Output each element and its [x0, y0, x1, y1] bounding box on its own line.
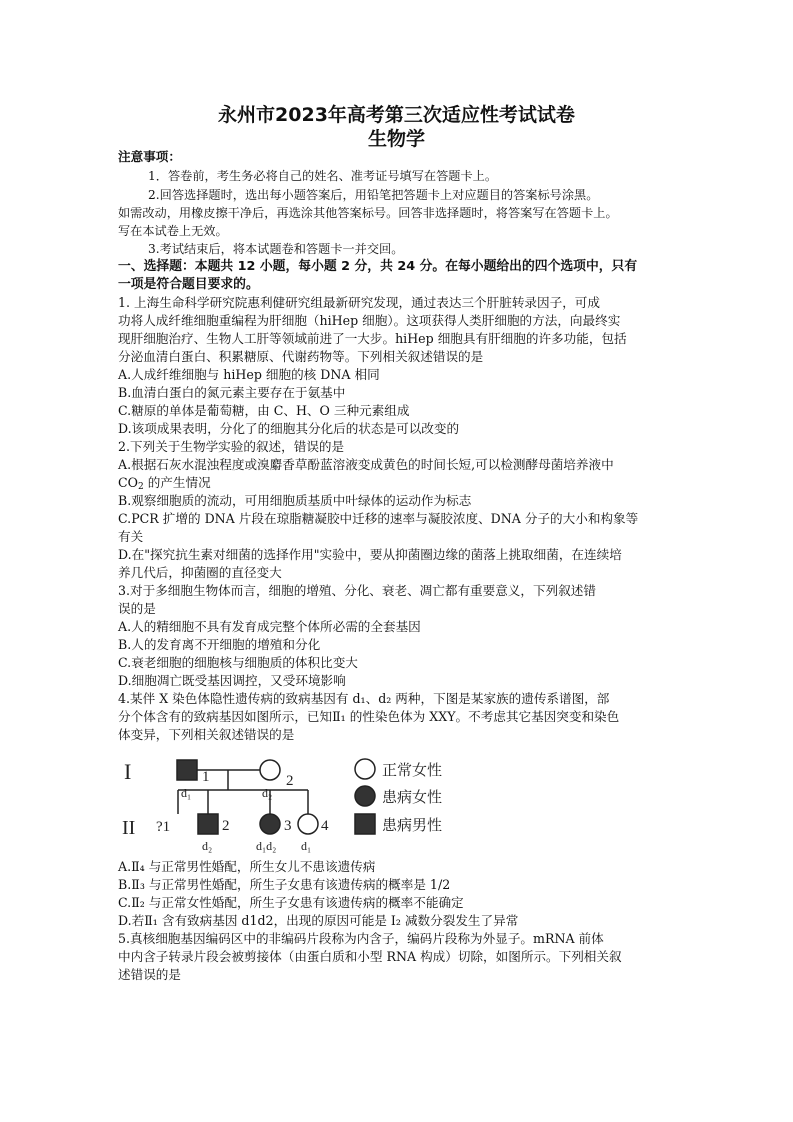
q2-option-a: A.根据石灰水混浊程度或溴麝香草酚蓝溶液变成黄色的时间长短,可以检测酵母菌培养液中 [118, 457, 614, 472]
notice-item-2-cont: 如需改动，用橡皮擦干净后，再选涂其他答案标号。回答非选择题时，将答案写在答题卡上。 [118, 206, 618, 220]
legend-normal-female-icon [355, 759, 375, 779]
genotype-ii4: d₁ [301, 839, 312, 853]
q1-stem: 1. 上海生命科学研究院惠利健研究组最新研究发现，通过表达三个肝脏转录因子，可成 [118, 295, 600, 310]
q2-option-a-cont [118, 475, 211, 495]
q1-option-c: C.糖原的单体是葡萄糖，由 C、H、O 三种元素组成 [118, 403, 410, 418]
genotype-i2: d₂ [262, 786, 273, 800]
genotype-i1: d₁ [181, 786, 192, 800]
notice-heading: 注意事项： [118, 149, 181, 164]
generation-label-1: I [124, 759, 132, 784]
q2-option-a-rest: 的产生情况 [143, 475, 211, 490]
q3-option-d: D.细胞凋亡既受基因调控，又受环境影响 [118, 673, 346, 688]
q1-option-a: A.人成纤维细胞与 hiHep 细胞的核 DNA 相同 [118, 367, 380, 382]
label-ii4: 4 [321, 818, 329, 834]
label-i2: 2 [286, 773, 294, 789]
legend-normal-female: 正常女性 [382, 761, 443, 779]
exam-title: 永州市2023年高考第三次适应性考试试卷 [218, 104, 575, 126]
notice-item-1: 1．答卷前，考生务必将自己的姓名、准考证号填写在答题卡上。 [148, 169, 498, 183]
label-ii2: 2 [222, 818, 230, 834]
q3-option-a: A.人的精细胞不具有发育成完整个体所必需的全套基因 [118, 619, 421, 634]
label-ii1: ?1 [156, 819, 171, 835]
notice-item-3: 3.考试结束后，将本试题卷和答题卡一并交回。 [148, 242, 404, 256]
q1-stem-2: 功将人成纤维细胞重编程为肝细胞（hiHep 细胞）。这项获得人类肝细胞的方法，向最终实 [118, 313, 621, 328]
q2-option-d: D.在"探究抗生素对细菌的选择作用"实验中，要从抑菌圈边缘的菌落上挑取细菌，在连续培 [118, 547, 622, 562]
co2-subscript: 2 [137, 482, 144, 492]
notice-item-2: 2.回答选择题时，选出每小题答案后，用铅笔把答题卡上对应题目的答案标号涂黑。 [148, 188, 599, 202]
q4-option-d: D.若Ⅱ₁ 含有致病基因 d1d2，出现的原因可能是 I₂ 减数分裂发生了异常 [118, 913, 519, 928]
q4-option-c: C.Ⅱ₂ 与正常女性婚配，所生子女患有该遗传病的概率不能确定 [118, 895, 464, 910]
section-heading-cont: 一项是符合题目要求的。 [118, 277, 259, 292]
q1-option-d: D.该项成果表明，分化了的细胞其分化后的状态是可以改变的 [118, 421, 460, 436]
pedigree-chart [118, 752, 488, 854]
q3-option-b: B.人的发育离不开细胞的增殖和分化 [118, 637, 321, 652]
q3-stem: 3.对于多细胞生物体而言，细胞的增殖、分化、衰老、凋亡都有重要意义，下列叙述错 [118, 583, 596, 598]
q3-option-c: C.衰老细胞的细胞核与细胞质的体积比变大 [118, 655, 358, 670]
section-heading: 一、选择题：本题共 12 小题，每小题 2 分，共 24 分。在每小题给出的四个选项中，只有 [118, 259, 638, 274]
legend-affected-female: 患病女性 [382, 788, 443, 806]
individual-ii2-affected-male [198, 814, 218, 834]
q2-option-c: C.PCR 扩增的 DNA 片段在琼脂糖凝胶中迁移的速率与凝胶浓度、DNA 分子的大小和构象等 [118, 511, 639, 526]
legend-affected-male: 患病男性 [382, 816, 443, 834]
individual-ii4-normal-female [298, 814, 318, 834]
generation-label-2: II [122, 817, 136, 839]
subject-title: 生物学 [367, 128, 425, 150]
label-ii3: 3 [284, 818, 292, 834]
q4-option-a: A.Ⅱ₄ 与正常男性婚配，所生女儿不患该遗传病 [118, 859, 376, 874]
q4-stem-3: 体变异，下列相关叙述错误的是 [118, 727, 295, 742]
q4-stem: 4.某伴 X 染色体隐性遗传病的致病基因有 d₁、d₂ 两种，下图是某家族的遗传系谱图，部 [118, 691, 610, 706]
q4-stem-2: 分个体含有的致病基因如图所示，已知Ⅱ₁ 的性染色体为 XXY。不考虑其它基因突变和染色 [118, 709, 620, 724]
individual-i2-normal-female [260, 760, 280, 780]
q5-stem-3: 述错误的是 [118, 967, 181, 982]
legend-affected-female-icon [355, 786, 375, 806]
notice-item-2-end: 写在本试卷上无效。 [118, 224, 228, 238]
q5-stem: 5.真核细胞基因编码区中的非编码片段称为内含子，编码片段称为外显子。mRNA 前体 [118, 931, 604, 946]
label-i1: 1 [202, 769, 210, 785]
q1-stem-4: 分泌血清白蛋白、积累糖原、代谢药物等。下列相关叙述错误的是 [118, 349, 484, 364]
q1-stem-3: 现肝细胞治疗、生物人工肝等领域前进了一大步。hiHep 细胞具有肝细胞的许多功能，包括 [118, 331, 627, 346]
q1-option-b: B.血清白蛋白的氮元素主要存在于氨基中 [118, 385, 346, 400]
q2-option-c-cont: 有关 [118, 529, 144, 544]
q2-option-b: B.观察细胞质的流动，可用细胞质基质中叶绿体的运动作为标志 [118, 493, 472, 508]
legend-affected-male-icon [355, 814, 375, 834]
q2-option-d-cont: 养几代后，抑菌圈的直径变大 [118, 565, 282, 580]
individual-i1-affected-male [177, 760, 197, 780]
genotype-ii2: d₂ [202, 839, 213, 853]
genotype-ii3: d₁d₂ [256, 839, 277, 853]
q3-stem-2: 误的是 [118, 601, 156, 616]
co2-text: CO [118, 475, 138, 490]
q4-option-b: B.Ⅱ₃ 与正常男性婚配，所生子女患有该遗传病的概率是 1/2 [118, 877, 451, 892]
individual-ii3-affected-female [260, 814, 280, 834]
q5-stem-2: 中内含子转录片段会被剪接体（由蛋白质和小型 RNA 构成）切除，如图所示。下列相关叙 [118, 949, 622, 964]
q2-stem: 2.下列关于生物学实验的叙述，错误的是 [118, 439, 345, 454]
